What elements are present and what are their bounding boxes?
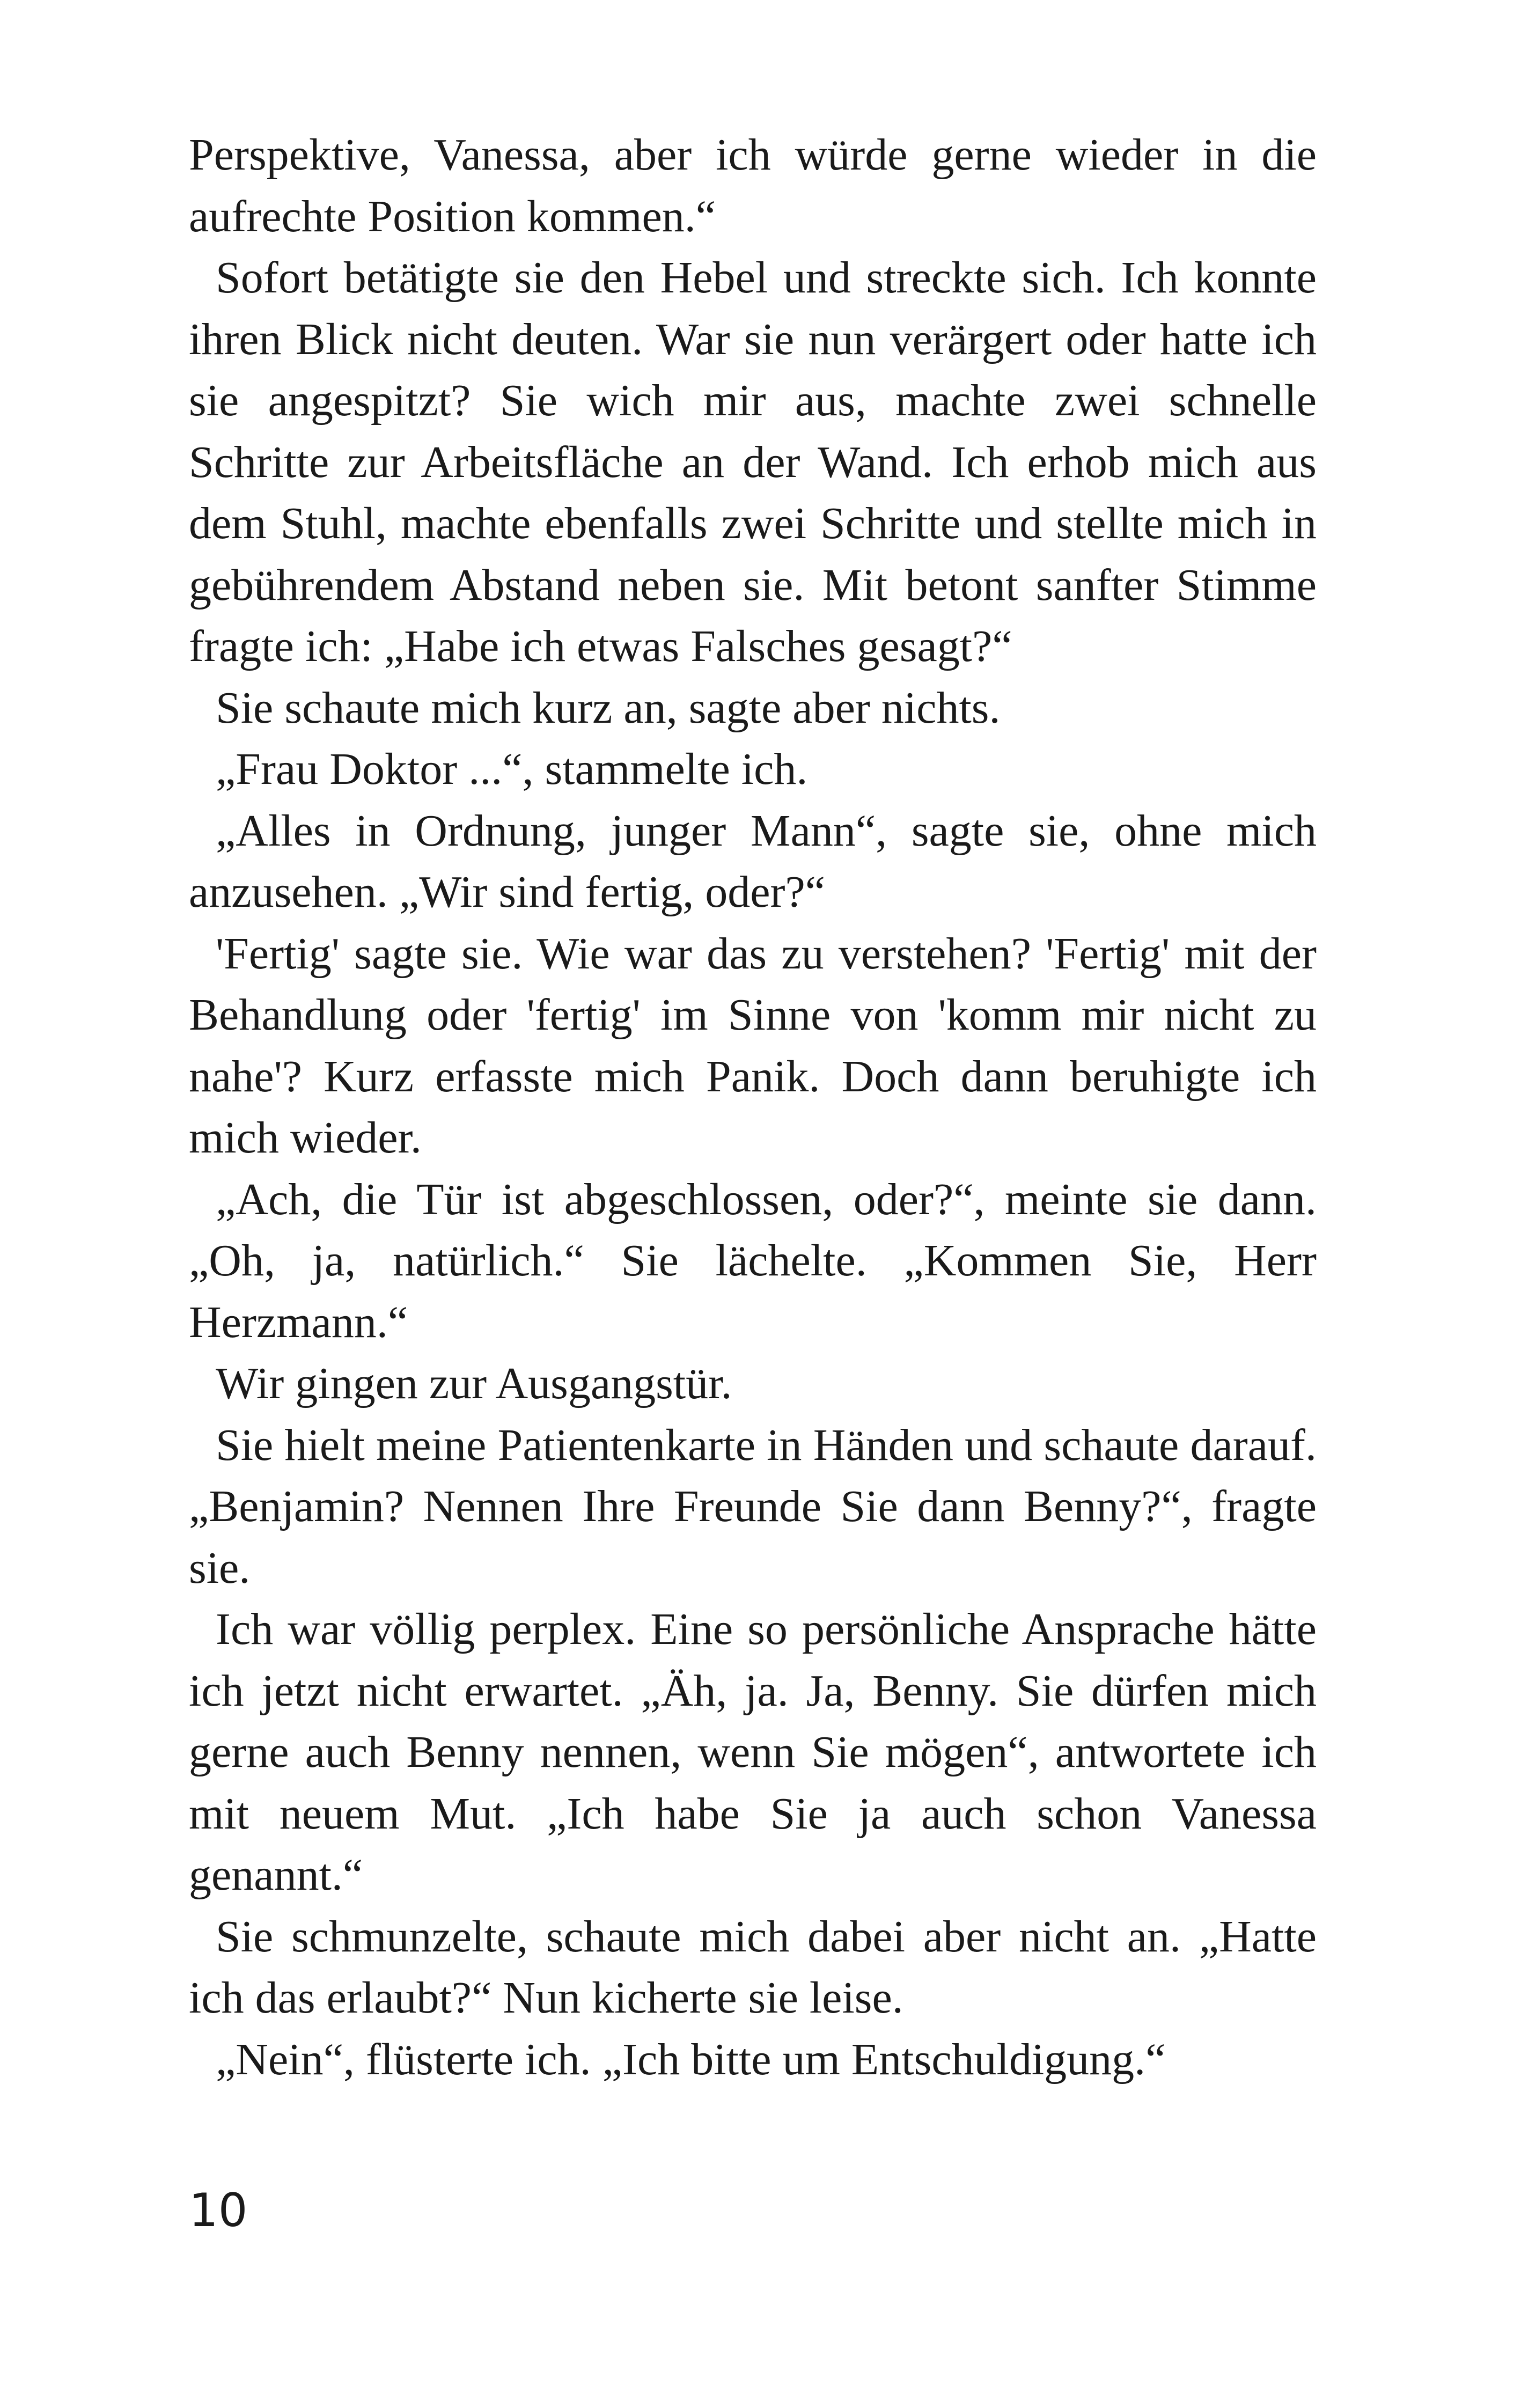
body-text	[189, 124, 1317, 2090]
paragraph: Wir gingen zur Ausgangstür.	[216, 1359, 732, 1408]
paragraph: Sie schmunzelte, schaute mich dabei aber nicht an. „Hatte ich das erlaubt?“ Nun kicherte sie leise.	[189, 1911, 1317, 2023]
page-number: 10	[189, 2184, 248, 2237]
paragraph: „Nein“, flüsterte ich. „Ich bitte um Entschuldigung.“	[216, 2034, 1166, 2084]
paragraph: Sofort betätigte sie den Hebel und streckte sich. Ich konnte ihren Blick nicht deuten. War sie nun verärgert oder hatte ich sie angespitzt? Sie wich mir aus, machte zwei schnelle Schritte zur Arbeitsfläche an der Wand. Ich erhob mich aus dem Stuhl, machte ebenfalls zwei Schritte und stellte mich in gebührendem Abstand neben sie. Mit betont sanfter Stimme fragte ich: „Habe ich etwas Falsches gesagt?“	[189, 253, 1317, 671]
paragraph: „Ach, die Tür ist abgeschlossen, oder?“, meinte sie dann. „Oh, ja, natürlich.“ Sie lächelte. „Kommen Sie, Herr Herzmann.“	[189, 1174, 1317, 1347]
paragraph: „Alles in Ordnung, junger Mann“, sagte sie, ohne mich anzusehen. „Wir sind fertig, oder?“	[189, 805, 1317, 917]
paragraph: Perspektive, Vanessa, aber ich würde gerne wieder in die aufrechte Position kommen.“	[189, 130, 1317, 241]
paragraph: Ich war völlig perplex. Eine so persönliche Ansprache hätte ich jetzt nicht erwartet. „Äh, ja. Ja, Benny. Sie dürfen mich gerne auch Benny nennen, wenn Sie mögen“, antwortete ich mit neuem Mut. „Ich habe Sie ja auch schon Vanessa genannt.“	[189, 1604, 1317, 1900]
paragraph: „Frau Doktor ...“, stammelte ich.	[216, 744, 808, 794]
paragraph: 'Fertig' sagte sie. Wie war das zu verstehen? 'Fertig' mit der Behandlung oder 'fertig' im Sinne von 'komm mir nicht zu nahe'? Kurz erfasste mich Panik. Doch dann beruhigte ich mich wieder.	[189, 928, 1317, 1163]
paragraph: Sie schaute mich kurz an, sagte aber nichts.	[216, 682, 1001, 733]
paragraph: Sie hielt meine Patientenkarte in Händen und schaute darauf. „Benjamin? Nennen Ihre Freunde Sie dann Benny?“, fragte sie.	[189, 1420, 1317, 1593]
